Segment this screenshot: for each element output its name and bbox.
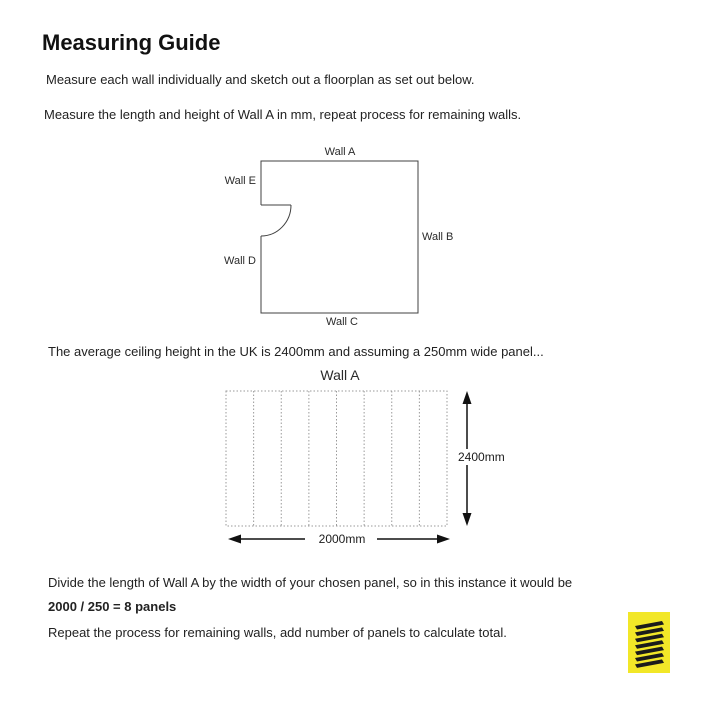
divide-paragraph: Divide the length of Wall A by the width of your chosen panel, so in this instance it would be (48, 575, 573, 590)
intro-paragraph: Measure each wall individually and sketch out a floorplan as set out below. (46, 72, 475, 87)
panel-divider-lines (254, 391, 420, 526)
height-dimension-label: 2400mm (455, 449, 508, 465)
floorplan-walls-path (261, 161, 418, 313)
floorplan-diagram (261, 161, 418, 313)
page-title: Measuring Guide (42, 30, 221, 55)
formula-text: 2000 / 250 = 8 panels (48, 599, 177, 614)
panel-diagram-title: Wall A (320, 367, 360, 383)
stacked-panels-logo-icon (628, 612, 670, 673)
floorplan-wall-b-label: Wall B (422, 231, 454, 243)
repeat-paragraph: Repeat the process for remaining walls, add number of panels to calculate total. (48, 625, 507, 640)
ceiling-paragraph: The average ceiling height in the UK is 2400mm and assuming a 250mm wide panel... (48, 344, 544, 359)
width-dimension-label: 2000mm (316, 531, 369, 547)
panel-diagram (226, 391, 447, 526)
floorplan-wall-d-label: Wall D (224, 255, 256, 267)
door-swing-arc (261, 205, 291, 236)
floorplan-wall-e-label: Wall E (224, 175, 256, 187)
floorplan-wall-a-label: Wall A (324, 146, 356, 158)
measure-paragraph: Measure the length and height of Wall A in mm, repeat process for remaining walls. (44, 107, 522, 122)
floorplan-wall-c-label: Wall C (326, 316, 358, 328)
